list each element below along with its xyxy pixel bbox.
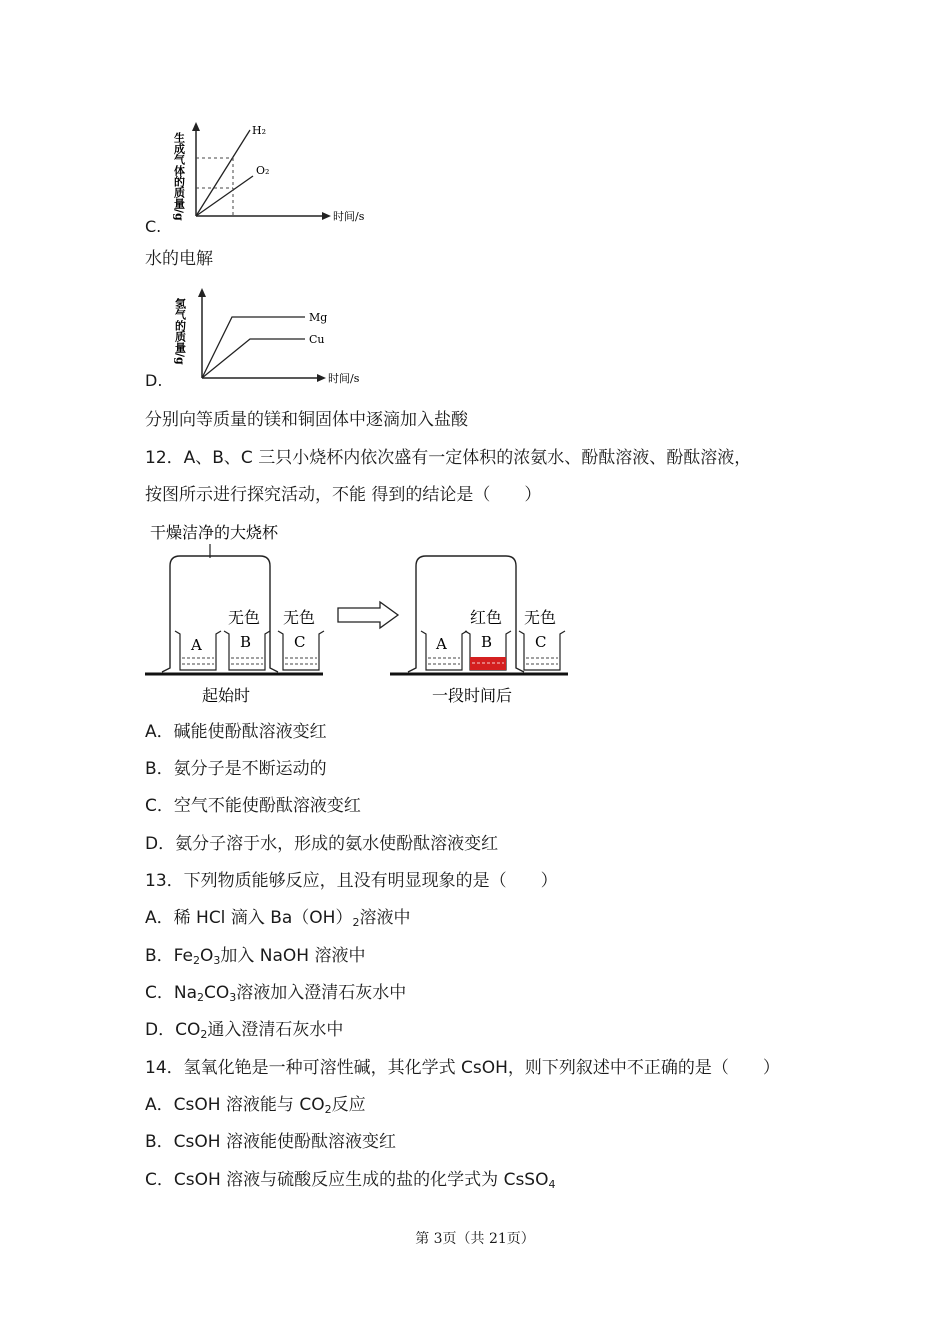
q13-stem: 13．下列物质能够反应，且没有明显现象的是（ ） <box>145 871 558 891</box>
q14-option-c: C．CsOH 溶液与硫酸反应生成的盐的化学式为 CsSO$_4$ <box>145 1170 556 1191</box>
q12-option-d: D．氨分子溶于水，形成的氨水使酚酞溶液变红 <box>145 834 499 854</box>
q12-option-b: B．氨分子是不断运动的 <box>145 759 327 779</box>
q14-option-b: B．CsOH 溶液能使酚酞溶液变红 <box>145 1132 396 1152</box>
right-b-color-label: 红色 <box>470 608 503 627</box>
beaker-b-label-right: B <box>481 633 493 651</box>
right-c-color-label: 无色 <box>524 608 557 627</box>
beaker-a-label-right: A <box>436 635 447 653</box>
q12-beaker-figure <box>140 518 580 708</box>
q11-option-d-letter: D. <box>145 371 163 390</box>
q13-option-b: B．$Fe_2O_3$加入 NaOH 溶液中 <box>145 946 366 967</box>
left-b-color-label: 无色 <box>228 608 261 627</box>
q13-option-a: A．稀 HCl 滴入 $Ba(OH)_2$溶液中 <box>145 908 411 929</box>
series-label-cu: Cu <box>309 333 325 346</box>
y-axis-label: 生成气体的质量/g <box>172 132 186 221</box>
graph-water-electrolysis <box>165 118 375 230</box>
left-c-color-label: 无色 <box>283 608 316 627</box>
q14-option-a: A．CsOH 溶液能与 $CO_2$反应 <box>145 1095 366 1116</box>
x-axis-label: 时间/s <box>328 372 360 385</box>
y-axis-label: 氢气的质量/g <box>173 298 187 365</box>
q13-option-c: C．$Na_2CO_3$溶液加入澄清石灰水中 <box>145 983 407 1004</box>
q13-option-d: D．$CO_2$通入澄清石灰水中 <box>145 1020 344 1041</box>
q14-stem: 14．氢氧化铯是一种可溶性碱，其化学式 CsOH，则下列叙述中不正确的是（ ） <box>145 1058 780 1078</box>
left-caption: 起始时 <box>202 686 251 705</box>
beaker-a-label: A <box>191 636 202 654</box>
q12-option-c: C．空气不能使酚酞溶液变红 <box>145 796 361 816</box>
right-caption: 一段时间后 <box>432 686 513 705</box>
q12-stem-line2: 按图所示进行探究活动，不能 得到的结论是（ ） <box>145 485 542 505</box>
page-footer: 第 3页（共 21页） <box>415 1231 535 1247</box>
beaker-c-label: C <box>294 633 306 651</box>
x-axis-label: 时间/s <box>333 210 365 223</box>
big-beaker-label: 干燥洁净的大烧杯 <box>150 523 279 542</box>
beaker-b-label: B <box>240 633 252 651</box>
q11-option-d-caption: 分别向等质量的镁和铜固体中逐滴加入盐酸 <box>145 410 468 430</box>
q12-option-a: A．碱能使酚酞溶液变红 <box>145 722 327 742</box>
q12-stem-line1: 12．A、B、C 三只小烧杯内依次盛有一定体积的浓氨水、酚酞溶液、酚酞溶液， <box>145 448 752 468</box>
beaker-c-label-right: C <box>535 633 547 651</box>
graph-mg-cu-hydrogen <box>170 284 380 390</box>
series-label-o2: O₂ <box>256 164 270 177</box>
series-label-mg: Mg <box>309 311 328 324</box>
series-label-h2: H₂ <box>252 124 267 137</box>
q11-option-c-caption: 水的电解 <box>145 249 213 269</box>
q11-option-c-letter: C. <box>145 217 162 236</box>
